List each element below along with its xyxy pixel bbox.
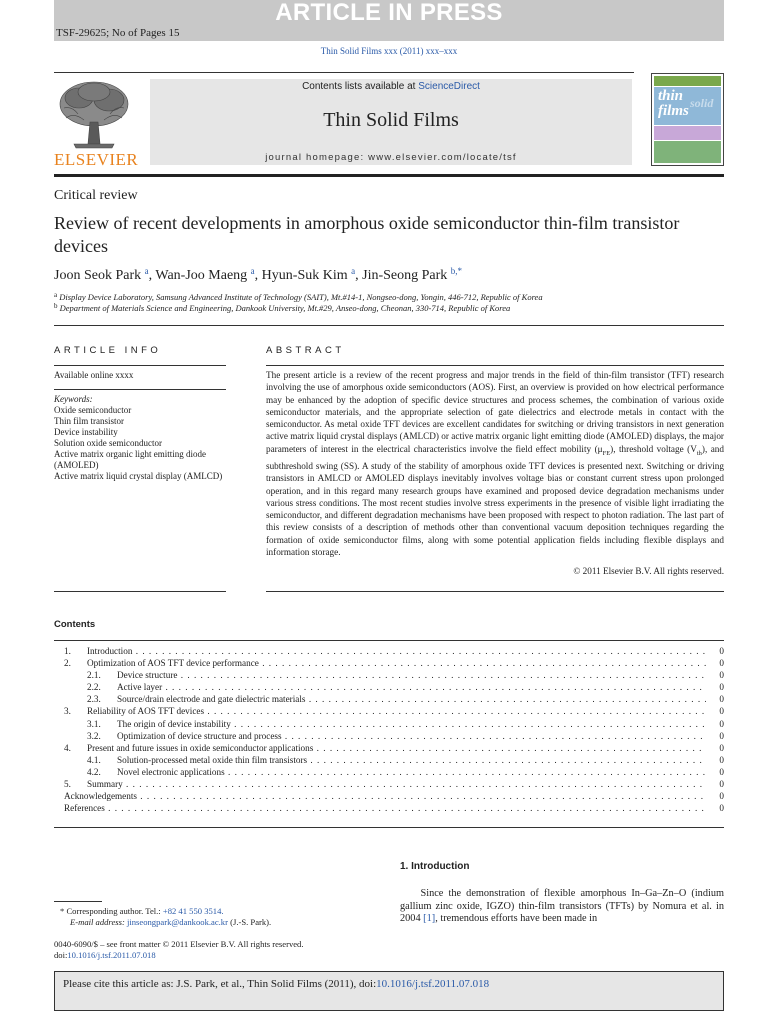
header-rule [54,72,634,73]
toc-entry-number: 2.2. [87,682,101,693]
toc-entry-page: 0 [719,742,724,753]
toc-entry-number: 3. [64,706,71,717]
toc-entry-label: Active layer . . . [117,681,706,693]
abstract-bottom-rule [266,591,724,592]
cover-title-panel [654,87,721,125]
keyword-item: Active matrix organic light emitting diode (AMOLED) [54,449,207,470]
contents-top-rule [54,640,724,641]
cite-doi-link[interactable]: 10.1016/j.tsf.2011.07.018 [376,978,490,990]
toc-entry-label: References . . . [64,802,706,814]
section-rule [54,325,724,326]
journal-homepage-link[interactable]: journal homepage: www.elsevier.com/locate/tsf [265,152,517,163]
journal-reference-link[interactable]: Thin Solid Films xxx (2011) xxx–xxx [320,46,458,56]
toc-entry[interactable] [54,790,724,802]
abstract-heading: ABSTRACT [266,345,345,356]
journal-cover-thumbnail[interactable] [651,73,724,166]
cite-prefix: Please cite this article as: J.S. Park, et al., Thin Solid Films (2011), doi: [63,978,377,990]
toc-entry[interactable] [54,802,724,814]
article-info-heading: ARTICLE INFO [54,345,162,356]
intro-part: , tremendous efforts have been made in [435,913,598,925]
contents-heading: Contents [54,619,96,630]
affiliation-mark: b [54,302,58,310]
doi-line [54,950,384,962]
toc-entry-page: 0 [719,646,724,656]
phone-link[interactable]: +82 41 550 3514. [162,906,224,916]
abstract-text [266,369,724,558]
cover-stripe-top [654,76,721,86]
toc-entry[interactable] [54,730,724,742]
cover-stripe-purple [654,126,721,140]
author-affiliation-mark[interactable]: a [144,266,149,276]
cover-stripe-green [654,141,721,163]
email-suffix: (J.-S. Park). [227,917,272,927]
banner-title: ARTICLE IN PRESS [275,0,503,26]
toc-entry-page: 0 [719,718,724,729]
toc-entry[interactable] [54,681,724,693]
cover-word-solid: solid [690,96,714,110]
header-thick-rule [54,174,724,177]
toc-entry-number: 1. [64,646,71,656]
toc-entry-number: 4.1. [87,754,101,765]
toc-entry-number: 2. [64,658,71,669]
toc-entry[interactable] [54,693,724,705]
introduction-heading: 1. Introduction [400,861,470,872]
toc-entry[interactable] [54,705,724,717]
author-affiliation-mark[interactable]: a [250,266,255,276]
author-list: Joon Seok Park $^a$, Wan-Joo Maeng $^a$, Hyun-Suk Kim $^a$, Jin-Seong Park $^{b,*}$ [54,266,463,283]
cover-word-thin: thin [658,88,684,104]
issn-line: 0040-6090/$ – see front matter © 2011 Elsevier B.V. All rights reserved. [54,939,304,949]
author-name[interactable]: Hyun-Suk Kim [261,268,348,283]
intro-part: Since the demonstration of flexible amorphous In–Ga–Zn–O (indium gallium zinc oxide, IGZO) thin-film transistors (TFTs) by Nomura et al. in 2004 [400,888,724,925]
keywords-label: Keywords: [54,394,93,404]
toc-entry-label: Summary . . . [87,778,706,790]
toc-entry-page: 0 [719,766,724,777]
abstract-part: The present article is a review of the recent progress and major trends in the field of thin-film transistor (TFT) research involving the use of amorphous oxide semiconductors (AOS). First, an overview is provided on how electrical performance may be enhanced by the adoption of specific device structures and process schemes, the combination of various oxide semiconductor materials, and the appropriate selection of gate dielectrics and electrode metals in contact with the semiconductor. As metal oxide TFT devices are excellent candidates for switching or driving transistors in next generation active matrix liquid crystal displays (AMLCD) or active matrix organic light emitting diode (AMOLED) displays, the major parameters of interest in the electrical characteristics involve the field effect mobility (μ [266,370,724,454]
toc-entry-number: 3.2. [87,730,101,741]
toc-entry-page: 0 [719,754,724,765]
toc-entry-label: The origin of device instability . . . [117,718,706,730]
author-name[interactable]: Jin-Seong Park [362,268,448,283]
toc-entry[interactable] [54,645,724,657]
toc-entry[interactable] [54,657,724,669]
elsevier-wordmark[interactable]: ELSEVIER [54,150,139,169]
author-name[interactable]: Wan-Joo Maeng [155,268,248,283]
toc-entry-label: Source/drain electrode and gate dielectric materials . . . [117,693,706,705]
table-of-contents [54,645,724,814]
toc-entry-label: Reliability of AOS TFT devices . . . [87,705,706,717]
toc-entry-page: 0 [719,670,724,681]
author-name[interactable]: Joon Seok Park [54,268,142,283]
keyword-item: Thin film transistor [54,416,124,426]
toc-entry-label: Optimization of device structure and process . . . [117,730,706,742]
toc-entry-page: 0 [719,791,724,802]
cite-this-article-box [54,971,724,1011]
cover-word-films: films [658,103,689,119]
abstract-copyright: © 2011 Elsevier B.V. All rights reserved. [573,566,724,576]
toc-entry-number: 4. [64,742,71,753]
toc-entry-page: 0 [719,706,724,717]
article-info-rule-2 [54,389,226,390]
article-info-bottom-rule [54,591,226,592]
affiliation-text: Department of Materials Science and Engineering, Dankook University, Mt.#29, Anseo-dong, Cheonan, 330-714, Republic of Korea [59,303,511,313]
journal-name: Thin Solid Films [323,109,459,131]
affiliation-mark: a [54,291,58,299]
toc-entry[interactable] [54,718,724,730]
toc-entry-label: Device structure . . . [117,669,706,681]
toc-entry-page: 0 [719,730,724,741]
article-in-press-banner [54,0,724,41]
journal-header-box [150,79,632,165]
toc-entry-number: 4.2. [87,766,101,777]
keyword-item: Device instability [54,427,118,437]
toc-entry-page: 0 [719,682,724,693]
doi-link[interactable]: 10.1016/j.tsf.2011.07.018 [67,950,156,960]
doi-label: doi: [54,950,68,960]
toc-entry-label: Novel electronic applications . . . [117,766,706,778]
citation-link[interactable]: [1] [423,913,436,925]
toc-entry[interactable] [54,766,724,778]
contents-prefix: Contents lists available at [302,81,419,92]
toc-entry[interactable] [54,742,724,754]
keyword-item: Active matrix liquid crystal display (AMLCD) [54,471,223,481]
toc-entry-number: 5. [64,779,71,790]
toc-entry[interactable] [54,669,724,681]
corresponding-author-footnote [60,906,390,918]
keyword-item: Oxide semiconductor [54,405,132,415]
toc-entry[interactable] [54,754,724,766]
toc-entry-number: 3.1. [87,718,101,729]
abstract-part: ), threshold voltage (V [610,443,697,454]
author-affiliation-mark[interactable]: a [351,266,356,276]
author-affiliation-mark[interactable]: b,* [450,266,463,276]
toc-entry[interactable] [54,778,724,790]
abstract-part: ), and subthreshold swing (SS). A study of the stability of amorphous oxide TFT devices is presented next. Switching or driving transistors in AMLCD or AMOLED displays inevitably involves voltage bias or constant current stress upon prolonged operation, and in this regard many research groups have examined and proposed device degradation mechanisms under various stress conditions. The most recent studies involve stress experiments in the presence of visible light irradiating the semiconductor, and different degradation mechanisms have been proposed with respect to photon radiation. The last part of this review consists of a description of methods other than conventional vacuum deposition techniques regarding the formation of oxide semiconductor films, along with some potential application fields including flexible displays and information storage. [266,443,724,557]
toc-entry-page: 0 [719,658,724,669]
keyword-item: Solution oxide semiconductor [54,438,162,448]
affiliation-b [54,302,724,313]
toc-entry-label: Optimization of AOS TFT device performance . . . [87,657,706,669]
toc-entry-label: Present and future issues in oxide semiconductor applications . . . [87,742,706,754]
introduction-text [400,888,724,926]
contents-bottom-rule [54,827,724,828]
toc-entry-label: Acknowledgements . . . [64,790,706,802]
footnote-rule [54,901,102,902]
article-category: Critical review [54,188,138,203]
toc-entry-page: 0 [719,694,724,705]
toc-entry-label: Solution-processed metal oxide thin film transistors . . . [117,754,706,766]
abstract-subscript: FE [602,449,611,457]
email-footnote [70,917,400,929]
toc-entry-page: 0 [719,803,724,814]
contents-available-line [150,81,632,92]
keywords-list [54,405,234,482]
toc-entry-number: 2.3. [87,694,101,705]
available-online: Available online xxxx [54,370,134,380]
article-title: Review of recent developments in amorphous oxide semiconductor thin-film transistor devices [54,213,680,256]
cite-text [63,978,489,990]
sciencedirect-link[interactable]: ScienceDirect [418,81,480,92]
abstract-subscript: th [696,449,702,457]
banner-meta: TSF-29625; No of Pages 15 [56,27,180,39]
footnote-text: * Corresponding author. Tel.: [60,906,163,916]
email-link[interactable]: jinseongpark@dankook.ac.kr [126,917,228,927]
abstract-rule [266,365,724,366]
toc-entry-label: Introduction . . . [87,645,706,657]
article-info-rule [54,365,226,366]
toc-entry-number: 2.1. [87,670,101,681]
affiliation-a [54,291,724,302]
affiliation-text: Display Device Laboratory, Samsung Advanced Institute of Technology (SAIT), Mt.#14-1, Nongseo-dong, Yongin, 446-712, Republic of Korea [59,292,543,302]
email-label: E-mail address: [70,917,127,927]
toc-entry-page: 0 [719,779,724,790]
